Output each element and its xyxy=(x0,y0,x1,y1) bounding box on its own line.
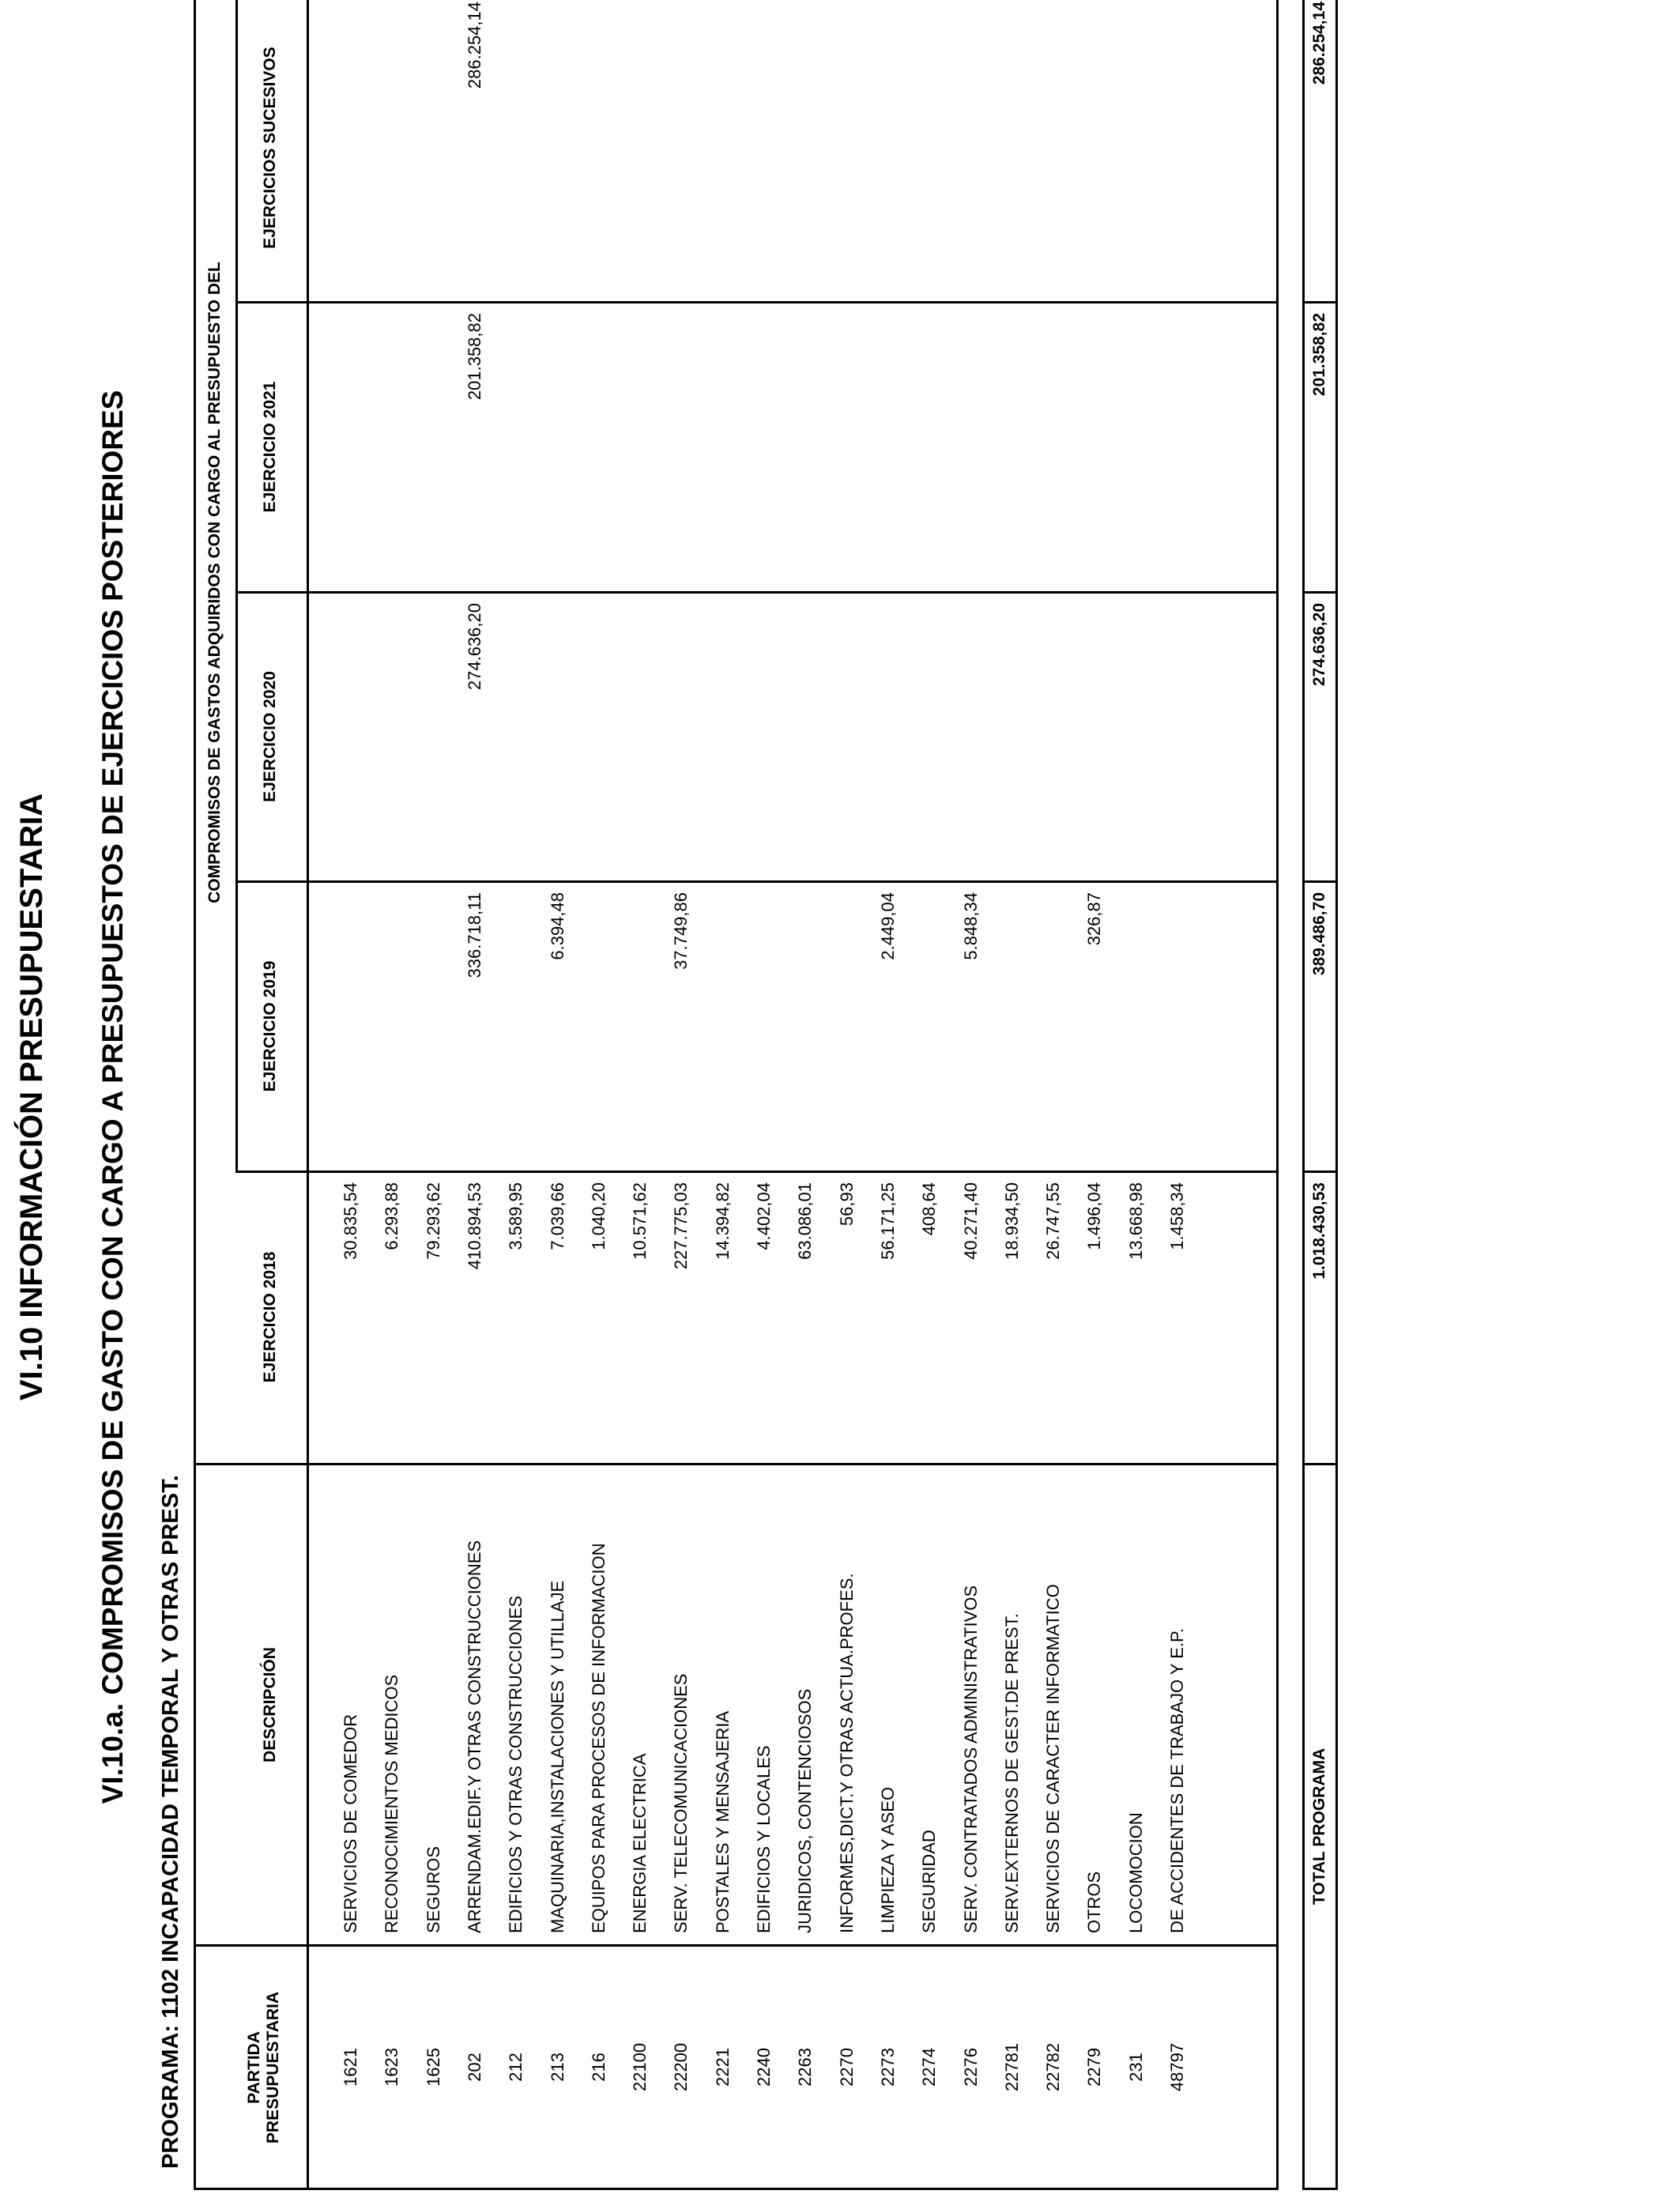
cell-desc: ARRENDAM.EDIF.Y OTRAS CONSTRUCCIONES xyxy=(465,1540,484,1933)
cell-desc: EQUIPOS PARA PROCESOS DE INFORMACION xyxy=(589,1543,608,1933)
cell-e2018: 63.086,01 xyxy=(795,1182,815,1260)
cell-e2018: 1.458,34 xyxy=(1167,1182,1187,1250)
header-bottom-rule xyxy=(307,0,309,2190)
cell-e2018: 13.668,98 xyxy=(1126,1182,1146,1260)
cell-desc: EDIFICIOS Y OTRAS CONSTRUCCIONES xyxy=(506,1595,525,1933)
header-ejercicio-2021: EJERCICIO 2021 xyxy=(261,381,279,513)
header-ejercicio-2018: EJERCICIO 2018 xyxy=(261,1251,279,1383)
cell-code: 216 xyxy=(589,2053,608,2082)
col-sep-desc xyxy=(194,1463,1279,1465)
cell-e2018: 79.293,62 xyxy=(424,1182,443,1260)
col-sep-2019 xyxy=(235,880,1279,883)
cell-desc: ENERGIA ELECTRICA xyxy=(630,1753,650,1933)
cell-e2019: 5.848,34 xyxy=(961,892,981,960)
cell-desc: SERVICIOS DE CARACTER INFORMATICO xyxy=(1043,1584,1063,1933)
cell-code: 2221 xyxy=(713,2048,733,2087)
cell-desc: LIMPIEZA Y ASEO xyxy=(878,1786,898,1933)
cell-e2018: 227.775,03 xyxy=(671,1182,691,1270)
cell-desc: POSTALES Y MENSAJERIA xyxy=(713,1710,733,1933)
cell-e2019: 326,87 xyxy=(1084,892,1104,946)
cell-e2020: 274.636,20 xyxy=(465,603,484,691)
cell-code: 22200 xyxy=(671,2042,691,2092)
total-2018: 1.018.430,53 xyxy=(1310,1182,1328,1280)
cell-e2018: 3.589,95 xyxy=(506,1182,525,1250)
table-border-left xyxy=(194,2188,1279,2190)
cell-desc: SERV.EXTERNOS DE GEST.DE PREST. xyxy=(1002,1613,1022,1933)
col-sep-2018 xyxy=(235,1171,1279,1173)
programa-label: PROGRAMA: 1102 INCAPACIDAD TEMPORAL Y OTRAS PREST. xyxy=(158,1475,183,2169)
table-border-bottom xyxy=(1276,0,1279,2190)
header-partida-line1: PARTIDA xyxy=(245,2031,263,2104)
cell-desc: RECONOCIMIENTOS MEDICOS xyxy=(382,1674,401,1933)
cell-code: 2263 xyxy=(795,2048,815,2087)
cell-suc: 286.254,14 xyxy=(465,2,484,89)
cell-desc: SERV. CONTRATADOS ADMINISTRATIVOS xyxy=(961,1585,981,1933)
cell-desc: JURIDICOS, CONTENCIOSOS xyxy=(795,1688,815,1933)
cell-code: 48797 xyxy=(1167,2042,1187,2092)
cell-code: 2274 xyxy=(919,2048,939,2087)
header-ejercicio-2020: EJERCICIO 2020 xyxy=(261,671,279,802)
total-2020: 274.636,20 xyxy=(1310,603,1328,687)
cell-e2019: 336.718,11 xyxy=(465,892,484,978)
header-group-compromisos: COMPROMISOS DE GASTOS ADQUIRIDOS CON CARGO AL PRESUPUESTO DEL xyxy=(205,262,224,903)
cell-desc: DE ACCIDENTES DE TRABAJO Y E.P. xyxy=(1167,1628,1187,1933)
group-header-rule xyxy=(235,0,238,1173)
cell-code: 22782 xyxy=(1043,2042,1063,2092)
cell-desc: SEGUROS xyxy=(424,1845,443,1933)
cell-desc: INFORMES,DICT.Y OTRAS ACTUA.PROFES. xyxy=(837,1573,857,1933)
cell-e2018: 40.271,40 xyxy=(961,1182,981,1260)
cell-e2018: 56.171,25 xyxy=(878,1182,898,1260)
cell-e2019: 2.449,04 xyxy=(878,892,898,960)
cell-code: 212 xyxy=(506,2053,525,2082)
cell-code: 1621 xyxy=(341,2048,360,2087)
total-label: TOTAL PROGRAMA xyxy=(1310,1747,1328,1906)
cell-code: 1623 xyxy=(382,2048,401,2087)
header-descripcion: DESCRIPCIÓN xyxy=(261,1647,279,1762)
cell-e2018: 408,64 xyxy=(919,1182,939,1236)
cell-e2018: 30.835,54 xyxy=(341,1182,360,1260)
cell-code: 2276 xyxy=(961,2048,981,2087)
total-2021: 201.358,82 xyxy=(1310,313,1328,397)
cell-desc: MAQUINARIA,INSTALACIONES Y UTILLAJE xyxy=(548,1580,567,1933)
cell-desc: OTROS xyxy=(1084,1871,1104,1933)
cell-e2021: 201.358,82 xyxy=(465,313,484,401)
cell-e2018: 18.934,50 xyxy=(1002,1182,1022,1260)
cell-e2018: 14.394,82 xyxy=(713,1182,733,1260)
page-title: VI.10 INFORMACIÓN PRESUPUESTARIA xyxy=(14,793,49,1401)
table-border-top xyxy=(194,0,196,2190)
cell-code: 22100 xyxy=(630,2042,650,2092)
page-subtitle: VI.10.a. COMPROMISOS DE GASTO CON CARGO A PRESUPUESTOS DE EJERCICIOS POSTERIORES xyxy=(96,390,129,1804)
cell-code: 1625 xyxy=(424,2048,443,2087)
col-sep-2021 xyxy=(235,301,1279,303)
cell-e2019: 37.749,86 xyxy=(671,892,691,970)
cell-desc: SERV. TELECOMUNICACIONES xyxy=(671,1673,691,1933)
cell-e2018: 56,93 xyxy=(837,1182,857,1227)
cell-code: 2273 xyxy=(878,2048,898,2087)
total-border-top xyxy=(1302,0,1305,2190)
cell-desc: SEGURIDAD xyxy=(919,1830,939,1933)
cell-e2018: 7.039,66 xyxy=(548,1182,567,1250)
cell-desc: LOCOMOCION xyxy=(1126,1812,1146,1933)
cell-code: 202 xyxy=(465,2053,484,2082)
cell-e2018: 10.571,62 xyxy=(630,1182,650,1260)
cell-code: 2270 xyxy=(837,2048,857,2087)
cell-code: 2240 xyxy=(754,2048,774,2087)
header-partida-line2: PRESUPUESTARIA xyxy=(264,1991,282,2144)
cell-e2018: 6.293,88 xyxy=(382,1182,401,1250)
total-border-bottom xyxy=(1335,0,1338,2190)
cell-e2019: 6.394,48 xyxy=(548,892,567,960)
cell-e2018: 410.894,53 xyxy=(465,1182,484,1270)
cell-e2018: 4.402,04 xyxy=(754,1182,774,1250)
total-border-left xyxy=(1302,2188,1338,2190)
cell-e2018: 1.496,04 xyxy=(1084,1182,1104,1250)
header-partida xyxy=(245,1945,283,2190)
header-ejercicio-2019: EJERCICIO 2019 xyxy=(261,960,279,1092)
total-sucesivos: 286.254,14 xyxy=(1310,2,1328,85)
cell-e2018: 1.040,20 xyxy=(589,1182,608,1250)
cell-code: 2279 xyxy=(1084,2048,1104,2087)
cell-e2018: 26.747,55 xyxy=(1043,1182,1063,1260)
cell-desc: SERVICIOS DE COMEDOR xyxy=(341,1713,360,1933)
cell-desc: EDIFICIOS Y LOCALES xyxy=(754,1745,774,1933)
header-ejercicios-sucesivos: EJERCICIOS SUCESIVOS xyxy=(261,47,279,249)
cell-code: 22781 xyxy=(1002,2042,1022,2092)
col-sep-2020 xyxy=(235,591,1279,594)
cell-code: 231 xyxy=(1126,2053,1146,2082)
cell-code: 213 xyxy=(548,2053,567,2082)
total-2019: 389.486,70 xyxy=(1310,892,1328,976)
